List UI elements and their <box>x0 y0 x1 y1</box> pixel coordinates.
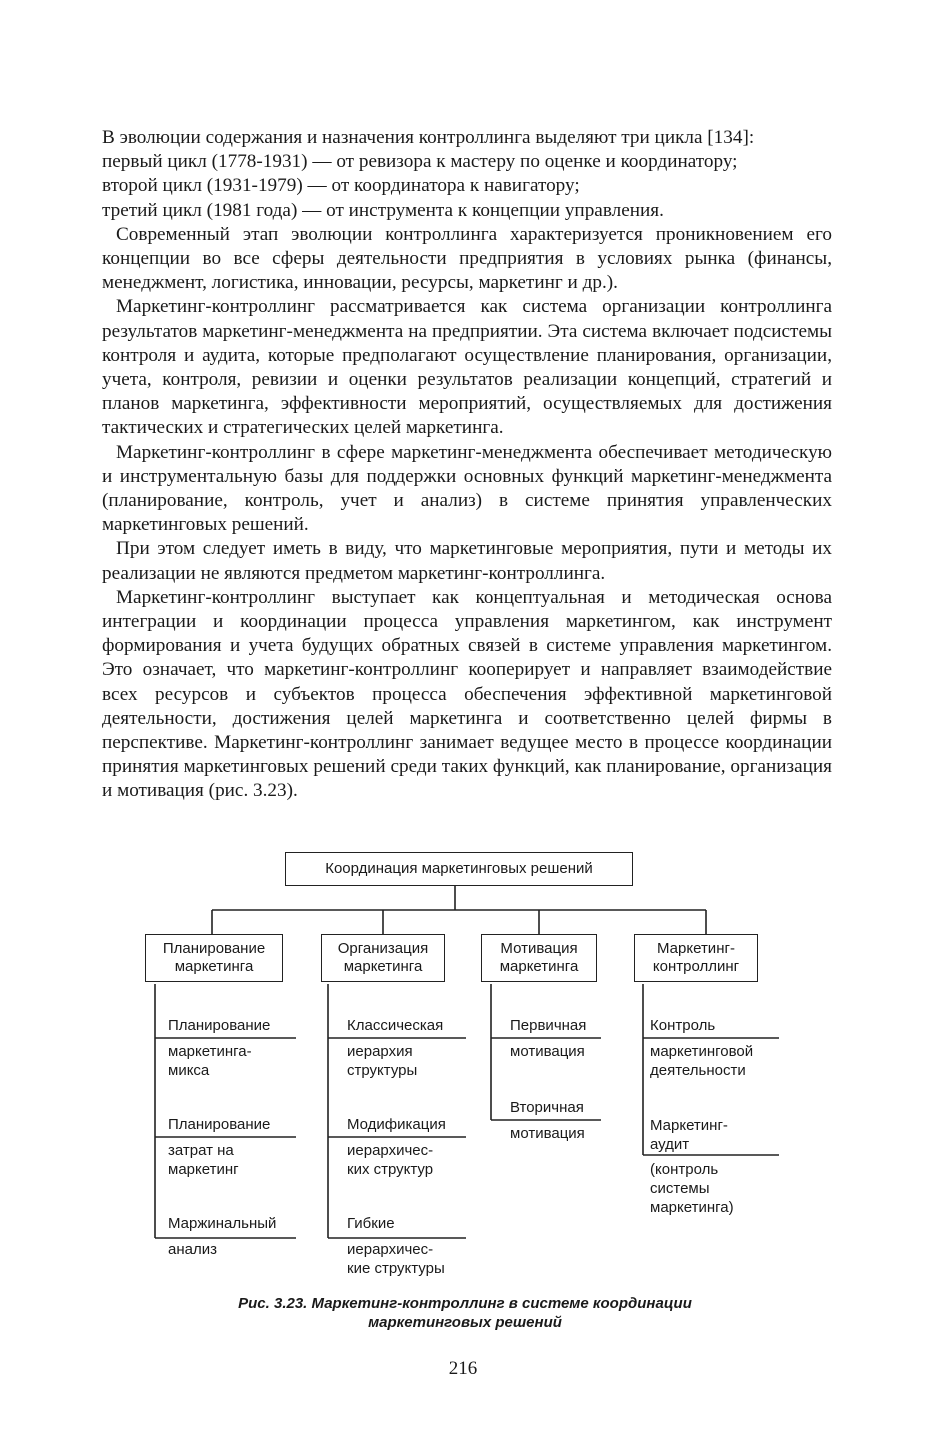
page-number: 216 <box>448 1358 478 1379</box>
planning-item-3-sub: анализ <box>168 1241 217 1258</box>
diagram-box-motivation: Мотивация маркетинга <box>481 934 597 982</box>
paragraph-support: Маркетинг-контроллинг в сфере маркетинг-менеджмента обеспечивает методическую и инструментальную базы для поддержки основных функций маркетинг-менеджмента (планирование, контроль, учет и анализ) в системе принятия управленческих маркетинговых решений. <box>102 441 832 536</box>
controlling-item-2-title: Маркетинг- аудит <box>650 1117 728 1153</box>
organization-item-3-sub: иерархичес- кие структуры <box>347 1241 445 1277</box>
paragraph-cycles-intro: В эволюции содержания и назначения контроллинга выделяют три цикла [134]: <box>102 127 755 148</box>
planning-item-1-title: Планирование <box>168 1017 271 1034</box>
paragraph-system: Маркетинг-контроллинг рассматривается как система организации контроллинга результатов маркетинг-менеджмента на предприятии. Эта система включает подсистемы контроля и аудита, которые предполагают осуществление планирования, организации, учета, контроля, ревизии и оценки результатов реализации концепций, стратегий и планов маркетинга, эффективности мероприятий, осуществляемых для достижения тактических и стратегических целей маркетинга. <box>102 296 832 439</box>
body-text <box>102 126 832 804</box>
planning-item-1-sub: маркетинга- микса <box>168 1043 252 1079</box>
controlling-item-2-sub: (контроль системы маркетинга) <box>650 1161 734 1216</box>
motivation-item-1-sub: мотивация <box>510 1043 585 1060</box>
motivation-item-2-sub: мотивация <box>510 1125 585 1142</box>
organization-item-2-sub: иерархичес- ких структур <box>347 1142 434 1178</box>
motivation-item-1-title: Первичная <box>510 1017 587 1034</box>
paragraph-modern-stage: Современный этап эволюции контроллинга характеризуется проникновением его концепции во все сферы деятельности предприятия в условиях рынка (финансы, менеджмент, логистика, инновации, ресурсы, маркетинг и др.). <box>102 223 832 294</box>
diagram-top-box: Координация маркетинговых решений <box>285 852 633 886</box>
controlling-item-1-sub: маркетинговой деятельности <box>650 1043 754 1079</box>
planning-item-2-sub: затрат на маркетинг <box>168 1142 239 1178</box>
cycle-3: третий цикл (1981 года) — от инструмента к концепции управления. <box>102 199 664 221</box>
controlling-item-1-title: Контроль <box>650 1017 716 1034</box>
planning-item-2-title: Планирование <box>168 1116 271 1133</box>
cycle-2: второй цикл (1931-1979) — от координатора к навигатору; <box>102 175 580 197</box>
organization-item-3-title: Гибкие <box>347 1215 395 1232</box>
organization-item-1-sub: иерархия структуры <box>347 1043 418 1079</box>
diagram-box-organization: Организация маркетинга <box>321 934 445 982</box>
motivation-item-2-title: Вторичная <box>510 1099 584 1116</box>
cycle-1: первый цикл (1778-1931) — от ревизора к мастеру по оценке и координатору; <box>102 151 738 173</box>
planning-item-3-title: Маржинальный <box>168 1215 277 1232</box>
paragraph-note: При этом следует иметь в виду, что маркетинговые мероприятия, пути и методы их реализации не являются предметом маркетинг-контроллинга. <box>102 538 832 584</box>
paragraph-integration: Маркетинг-контроллинг выступает как концептуальная и методическая основа интеграции и координации процесса управления маркетингом, как инструмент формирования и учета будущих обратных связей в системе управления маркетингом. Это означает, что маркетинг-контроллинг кооперирует и направляет взаимодействие всех ресурсов и субъектов процесса обеспечения эффективной маркетинговой деятельности, достижения целей маркетинга и соответственно целей фирмы в перспективе. Маркетинг-контроллинг занимает ведущее место в процессе координации принятия маркетинговых решений среди таких функций, как планирование, организация и мотивация (рис. 3.23). <box>102 586 832 802</box>
diagram-box-planning: Планирование маркетинга <box>145 934 283 982</box>
organization-item-1-title: Классическая <box>347 1017 444 1034</box>
figure-caption: Рис. 3.23. Маркетинг-контроллинг в системе координации маркетинговых решений <box>238 1295 692 1331</box>
organization-item-2-title: Модификация <box>347 1116 446 1133</box>
diagram-box-controlling: Маркетинг- контроллинг <box>634 934 758 982</box>
